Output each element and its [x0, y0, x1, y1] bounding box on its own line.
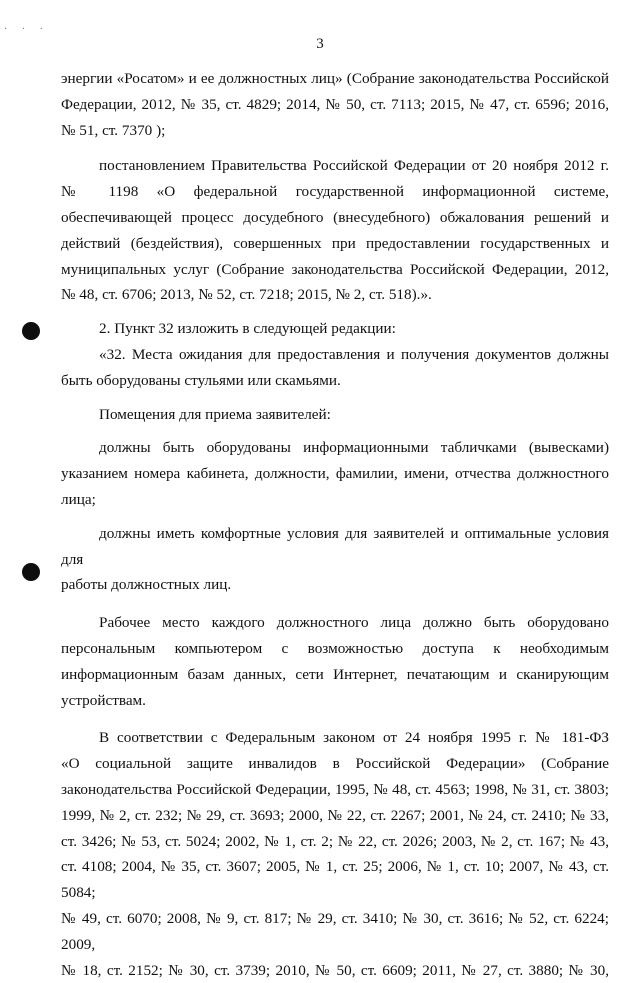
page-number: 3 — [0, 36, 640, 53]
paragraph-line: № 48, ст. 6706; 2013, № 52, ст. 7218; 2015, № 2, ст. 518).». — [61, 282, 609, 308]
paragraph-line: законодательства Российской Федерации, 1995, № 48, ст. 4563; 1998, № 31, ст. 3803; — [61, 777, 609, 803]
paragraph-line: действий (бездействия), совершенных при предоставлении государственных и — [61, 231, 609, 257]
paragraph-line: № 1198 «О федеральной государственной информационной системе, — [61, 179, 609, 205]
paragraph-line: «32. Места ожидания для предоставления и получения документов должны — [61, 342, 609, 368]
paragraph-line: постановлением Правительства Российской Федерации от 20 ноября 2012 г. — [61, 153, 609, 179]
paragraph-line: персональным компьютером с возможностью доступа к необходимым — [61, 636, 609, 662]
paragraph-line: 1999, № 2, ст. 232; № 29, ст. 3693; 2000, № 22, ст. 2267; 2001, № 24, ст. 2410; № 33, — [61, 803, 609, 829]
paragraph-line: работы должностных лиц. — [61, 572, 609, 598]
paragraph-line: должны иметь комфортные условия для заявителей и оптимальные условия для — [61, 521, 609, 573]
punch-hole-lower — [22, 563, 40, 581]
punch-hole-upper — [22, 322, 40, 340]
paragraph-line: 2. Пункт 32 изложить в следующей редакции: — [61, 316, 609, 342]
paragraph-line: указанием номера кабинета, должности, фамилии, имени, отчества должностного — [61, 461, 609, 487]
paragraph-line: № 51, ст. 7370 ); — [61, 118, 609, 144]
paragraph-line: устройствам. — [61, 688, 609, 714]
paragraph-line: ст. 3426; № 53, ст. 5024; 2002, № 1, ст. 2; № 22, ст. 2026; 2003, № 2, ст. 167; № 43, — [61, 829, 609, 855]
paragraph-line: муниципальных услуг (Собрание законодательства Российской Федерации, 2012, — [61, 257, 609, 283]
paragraph-line: Рабочее место каждого должностного лица должно быть оборудовано — [61, 610, 609, 636]
paragraph-line: обеспечивающей процесс досудебного (внесудебного) обжалования решений и — [61, 205, 609, 231]
paragraph-line: № 49, ст. 6070; 2008, № 9, ст. 817; № 29, ст. 3410; № 30, ст. 3616; № 52, ст. 6224; 2009, — [61, 906, 609, 958]
document-body — [61, 66, 609, 983]
paragraph-line: В соответствии с Федеральным законом от 24 ноября 1995 г. № 181-ФЗ — [61, 725, 609, 751]
paragraph-line: энергии «Росатом» и ее должностных лиц» (Собрание законодательства Российской — [61, 66, 609, 92]
paragraph-line: ст. 4108; 2004, № 35, ст. 3607; 2005, № 1, ст. 25; 2006, № 1, ст. 10; 2007, № 43, ст. 5084; — [61, 854, 609, 906]
paragraph-line: Федерации, 2012, № 35, ст. 4829; 2014, № 50, ст. 7113; 2015, № 47, ст. 6596; 2016, — [61, 92, 609, 118]
scan-specks: · · · — [4, 24, 49, 35]
paragraph-line: Помещения для приема заявителей: — [61, 402, 609, 428]
paragraph-line: должны быть оборудованы информационными табличками (вывесками) — [61, 435, 609, 461]
paragraph-line: «О социальной защите инвалидов в Российской Федерации» (Собрание — [61, 751, 609, 777]
paragraph-line: № 18, ст. 2152; № 30, ст. 3739; 2010, № 50, ст. 6609; 2011, № 27, ст. 3880; № 30, — [61, 958, 609, 983]
paragraph-line: информационным базам данных, сети Интернет, печатающим и сканирующим — [61, 662, 609, 688]
paragraph-line: лица; — [61, 487, 609, 513]
paragraph-line: быть оборудованы стульями или скамьями. — [61, 368, 609, 394]
